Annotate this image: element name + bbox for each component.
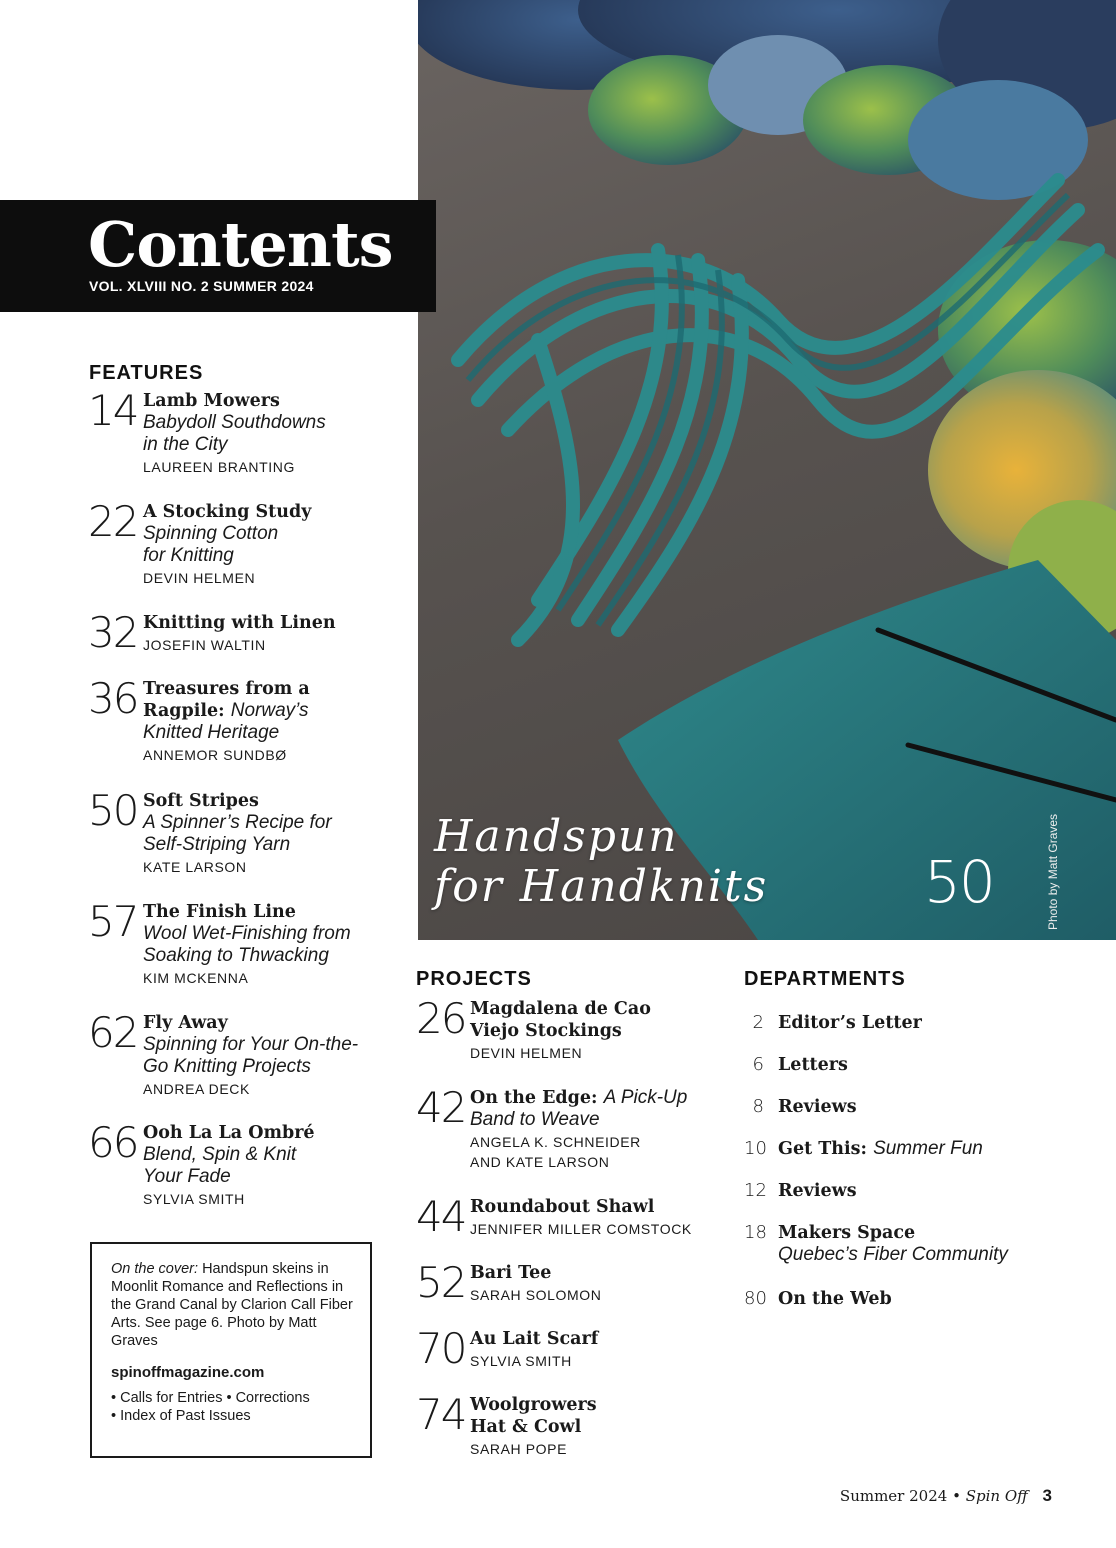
entry-title: Reviews (778, 1181, 857, 1201)
cover-note-label: On the cover: (111, 1261, 199, 1277)
entry-subtitle: Norway’s Knitted Heritage (143, 700, 309, 743)
entry-author: ANDREA DECK (143, 1081, 250, 1097)
entry-title: Treasures from a Ragpile: (143, 679, 310, 721)
page-number: 10 (744, 1138, 767, 1159)
page-number: 57 (88, 897, 138, 946)
entry-title: The Finish Line (143, 902, 296, 922)
page-number: 14 (88, 386, 138, 435)
entry-author: JOSEFIN WALTIN (143, 637, 266, 653)
entry-subtitle: A Pick-Up Band to Weave (470, 1087, 688, 1130)
page-number: 42 (416, 1083, 466, 1132)
cover-note-box (90, 1242, 372, 1458)
page-number: 22 (88, 497, 138, 546)
entry-title: Soft Stripes (143, 791, 259, 811)
entry-subtitle: Wool Wet-Finishing from Soaking to Thwacking (143, 923, 351, 966)
web-link-item[interactable]: • Calls for Entries • Corrections (111, 1390, 310, 1406)
entry-title: Magdalena de Cao Viejo Stockings (470, 999, 651, 1041)
entry-title: Roundabout Shawl (470, 1197, 655, 1217)
entry-subtitle: Spinning for Your On-the-Go Knitting Projects (143, 1034, 359, 1077)
entry-title: Au Lait Scarf (470, 1329, 599, 1349)
web-links-list (111, 1389, 370, 1425)
page-number: 74 (416, 1390, 466, 1439)
entry-title: Woolgrowers Hat & Cowl (470, 1395, 597, 1437)
cover-page-number: 50 (924, 848, 994, 916)
projects-heading: PROJECTS (416, 968, 532, 990)
entry-title: On the Edge: (470, 1088, 598, 1108)
website-link[interactable]: spinoffmagazine.com (111, 1364, 265, 1381)
entry-subtitle: A Spinner’s Recipe for Self-Striping Yarn (143, 812, 332, 855)
entry-title: Makers Space (778, 1223, 916, 1243)
entry-subtitle: Blend, Spin & Knit Your Fade (143, 1144, 297, 1187)
photo-credit: Photo by Matt Graves (1046, 813, 1060, 930)
entry-title: Lamb Mowers (143, 391, 280, 411)
entry-author: SARAH SOLOMON (470, 1287, 602, 1303)
features-heading: FEATURES (89, 362, 204, 384)
entry-subtitle: Spinning Cotton for Knitting (143, 523, 279, 566)
page-number: 26 (416, 994, 466, 1043)
entry-author: ANGELA K. SCHNEIDER AND KATE LARSON (470, 1134, 641, 1170)
entry-author: ANNEMOR SUNDBØ (143, 747, 287, 763)
entry-author: KIM MCKENNA (143, 970, 249, 986)
entry-author: DEVIN HELMEN (470, 1045, 583, 1061)
footer-issue: Summer 2024 (839, 1487, 948, 1505)
page-number: 6 (752, 1054, 764, 1075)
page-number: 8 (752, 1096, 764, 1117)
yarn-illustration (418, 0, 1116, 940)
page-number: 2 (752, 1012, 764, 1033)
web-link-item[interactable]: • Index of Past Issues (111, 1408, 251, 1424)
entry-title: Fly Away (143, 1013, 228, 1033)
entry-title: Bari Tee (470, 1263, 552, 1283)
cover-photo (418, 0, 1116, 940)
page-number: 70 (416, 1324, 466, 1373)
page-number: 52 (416, 1258, 466, 1307)
entry-author: SYLVIA SMITH (470, 1353, 572, 1369)
entry-title: Editor’s Letter (778, 1013, 922, 1033)
entry-subtitle: Summer Fun (873, 1138, 983, 1159)
entry-author: DEVIN HELMEN (143, 570, 256, 586)
page-number: 44 (416, 1192, 466, 1241)
issue-line: VOL. XLVIII NO. 2 SUMMER 2024 (89, 278, 314, 294)
page-number: 80 (744, 1288, 767, 1309)
page-title: Contents (88, 208, 393, 281)
footer-page-number: 3 (1042, 1486, 1052, 1505)
entry-title: Ooh La La Ombré (143, 1123, 315, 1143)
page-number: 36 (88, 674, 138, 723)
entry-author: LAUREEN BRANTING (143, 459, 295, 475)
page-number: 18 (744, 1222, 767, 1243)
page-number: 32 (88, 608, 138, 657)
page-number: 62 (88, 1008, 138, 1057)
footer-separator: • (952, 1487, 961, 1505)
entry-title: Letters (778, 1055, 848, 1075)
entry-author: SARAH POPE (470, 1441, 568, 1457)
cover-caption: Handspun for Handknits (434, 811, 769, 912)
page-number: 12 (744, 1180, 767, 1201)
page-number: 50 (88, 786, 138, 835)
departments-heading: DEPARTMENTS (744, 968, 906, 990)
entry-subtitle: Quebec’s Fiber Community (778, 1244, 1008, 1265)
entry-author: SYLVIA SMITH (143, 1191, 245, 1207)
entry-title: Knitting with Linen (143, 613, 336, 633)
cover-note (111, 1260, 361, 1350)
entry-title: A Stocking Study (143, 502, 312, 522)
page-number: 66 (88, 1118, 138, 1167)
entry-title: Get This: (778, 1139, 867, 1159)
entry-title: On the Web (778, 1289, 892, 1309)
entry-title: Reviews (778, 1097, 857, 1117)
page-footer (840, 1486, 1052, 1506)
footer-magazine: Spin Off (965, 1487, 1028, 1505)
entry-author: KATE LARSON (143, 859, 247, 875)
cover-note-text: Handspun skeins in Moonlit Romance and Reflections in the Grand Canal by Clarion Call Fiber Arts. See page 6. Photo by Matt Graves (111, 1261, 353, 1349)
entry-subtitle: Babydoll Southdowns in the City (143, 412, 326, 455)
entry-author: JENNIFER MILLER COMSTOCK (470, 1221, 692, 1237)
